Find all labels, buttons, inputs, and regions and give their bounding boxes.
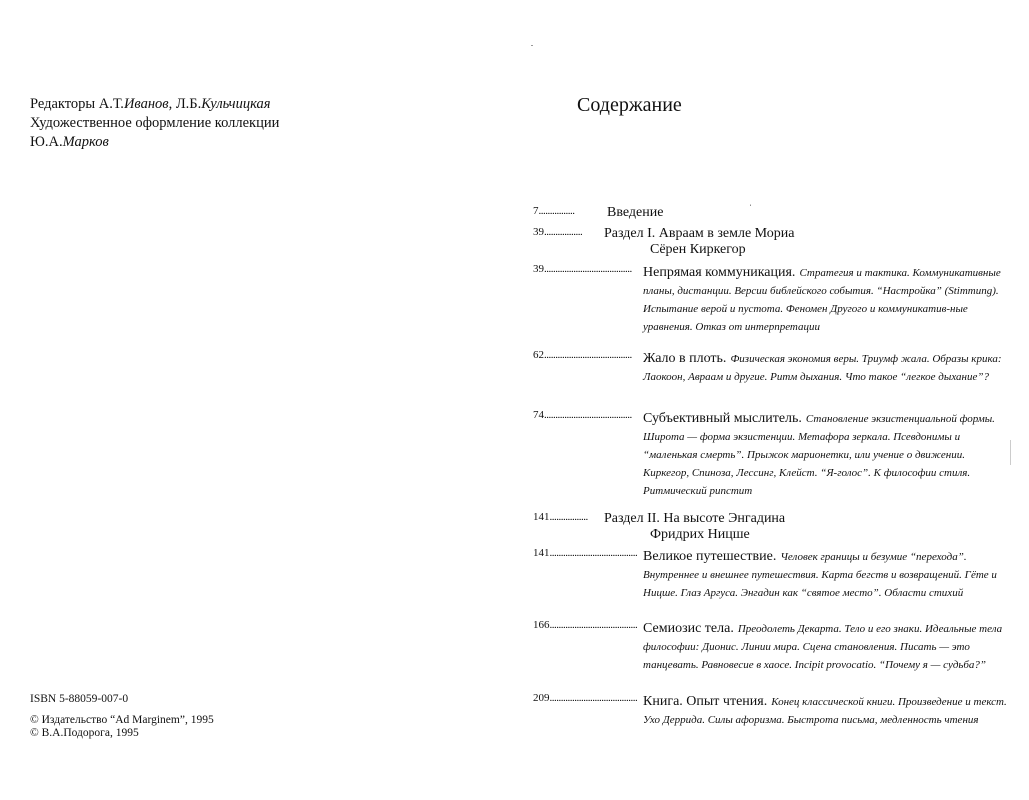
toc-section-author: Фридрих Ницше [650,527,750,542]
toc-description: Преодолеть Декарта. Тело и его знаки. Идеальные тела философии: Дионис. Линии мира. Сцена становления. Писать — это танцевать. Равновесие в хаосе. Incipit provocatio. “Почему я — судьба?” [643,623,1003,671]
toc-title: Введение [607,205,664,220]
toc-description: Человек границы и безумие “перехода”. Внутреннее и внешнее путешествия. Карта бегств и возвращений. Гёте и Ницше. Глаз Аргуса. Энгадин как “святое место”. Области стихий [643,551,997,599]
toc-section-author: Сёрен Киркегор [650,242,746,257]
toc-title: Книга. Опыт чтения. [643,694,768,709]
copyright-author: © В.А.Подорога, 1995 [30,727,139,739]
print-speck [531,45,533,46]
scan-edge-mark [1010,440,1013,465]
copyright-block [30,714,214,740]
toc-description: Физическая экономия веры. Триумф жала. Образы крика: Лаокоон, Авраам и другие. Ритм дыхания. Что такое “легкое дыхание”? [643,353,1002,383]
toc-description: Стратегия и тактика. Коммуникативные планы, дистанции. Версии библейского события. “Настройка” (Stimmung). Испытание верой и пустота. Феномен Другого и коммуникатив-ные уравнения. Отказ от интерпретации [643,267,1001,333]
toc-page-number: 74....................................... [533,409,632,421]
toc-description: Становление экзистенциальной формы. Широта — форма экзистенции. Метафора зеркала. Псевдонимы и “маленькая смерть”. Прыжок марионетки, или учение о движении. Киркегор, Спиноза, Лессинг, Клейст. “Я-голос”. К философии стиля. Ритмический рипстит [643,413,995,497]
toc-page-number: 62....................................... [533,349,632,361]
toc-page-number: 39....................................... [533,263,632,275]
credits-block [30,95,279,152]
toc-page-number: 209....................................... [533,692,638,704]
toc-title: Субъективный мыслитель. [643,411,802,426]
toc-title: Жало в плоть. [643,351,727,366]
toc-page-number: 141....................................... [533,547,638,559]
toc-page-number: 166....................................... [533,619,638,631]
right-page [515,0,1029,800]
toc-page-number: 7................ [533,205,575,217]
toc-section-title: Раздел I. Авраам в земле Мориа [604,226,795,241]
toc-title: Непрямая коммуникация. [643,265,796,280]
toc-page-number: 39................. [533,226,583,238]
toc-page-number: 141................. [533,511,588,523]
toc-section-title: Раздел II. На высоте Энгадина [604,511,786,526]
copyright-publisher: © Издательство “Ad Marginem”, 1995 [30,714,214,726]
toc-title: Великое путешествие. [643,549,777,564]
toc-description: Конец классической книги. Произведение и текст. Ухо Деррида. Силы афоризма. Быстрота письма, медленность чтения [643,696,1007,726]
design-line: Художественное оформление коллекции [30,115,280,131]
editors-line: Редакторы А.Т.Иванов, Л.Б.Кульчицкая [30,96,271,112]
toc-heading: Содержание [577,94,682,116]
isbn: ISBN 5-88059-007-0 [30,693,129,705]
designer-line: Ю.А.Марков [30,134,109,150]
stray-mark: ˈ [749,203,752,213]
toc-title: Семиозис тела. [643,621,734,636]
